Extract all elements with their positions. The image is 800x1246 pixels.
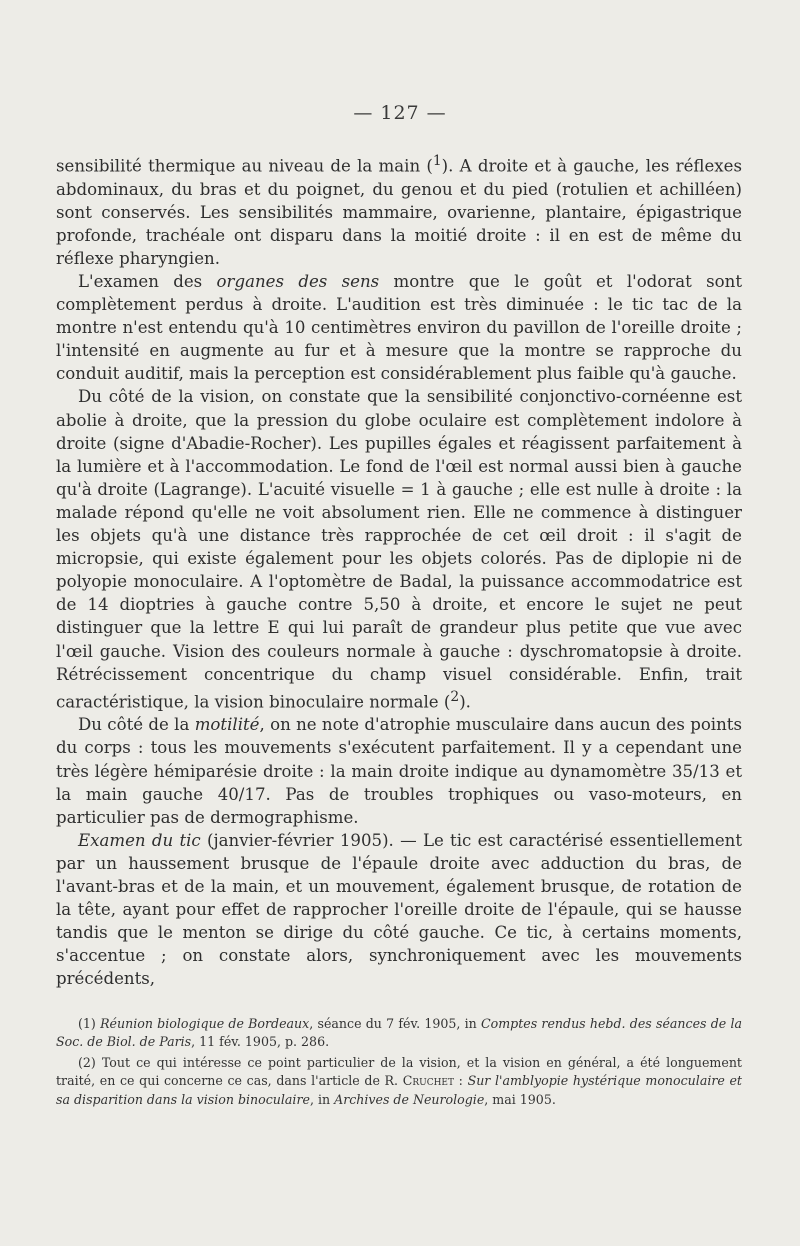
paragraph — [56, 385, 742, 713]
text-run: ). A droite et à gauche, les réflexes abdominaux, du bras et du poignet, du genou et du pied (rotulien et achilléen) sont conservés. Les sensibilités mammaire, ovarienne, plantaire, épigastrique profonde, trachéale ont disparu dans la moitié droite : il en est de même du réflexe pharyngien. — [56, 156, 742, 268]
footnote — [56, 1015, 742, 1052]
text-run: , 11 fév. 1905, p. 286. — [191, 1034, 330, 1050]
text-run: (janvier-février 1905). — Le tic est caractérisé essentiellement par un haussement brusque de l'épaule droite avec adduction du bras, de l'avant-bras et de la main, et un mouvement, également brusque, de rotation de la tête, ayant pour effet de rapprocher l'oreille droite de l'épaule, qui se hausse tandis que le menton se dirige du côté gauche. Ce tic, à certains moments, s'accentue ; on constate alors, synchroniquement avec les mouvements précédents, — [56, 830, 743, 989]
paragraph — [56, 150, 742, 270]
italic-text: Sur l'amblyopie hystérique monoculaire et sa disparition dans la vision binoculaire — [56, 1073, 742, 1107]
text-run: , on ne note d'atrophie musculaire dans aucun des points du corps : tous les mouvements s'exécutent parfaitement. Il y a cependant une très légère hémiparésie droite : la main droite indique au dynamomètre 35/13 et la main gauche 40/17. Pas de troubles trophiques ou vaso-moteurs, en particulier pas de dermographisme. — [56, 715, 742, 827]
paragraph — [56, 713, 742, 828]
paragraph — [56, 829, 742, 991]
text-run: L'examen des — [78, 272, 217, 291]
text-run: ). — [459, 692, 471, 712]
text-run: Du côté de la vision, on constate que la sensibilité conjonctivo-cornéenne est abolie à droite, que la pression du globe oculaire est complètement indolore à droite (signe d'Abadie-Rocher). Les pupilles égales et réagissent parfaitement à la lumière et à l'accommodation. Le fond de l'œil est normal aussi bien à gauche qu'à droite (Lagrange). L'acuité visuelle = 1 à gauche ; elle est nulle à droite : la malade répond qu'elle ne voit absolument rien. Elle ne commence à distinguer les objets qu'à une distance très rapprochée de cet œil droit : il s'agit de micropsie, qui existe également pour les objets colorés. Pas de diplopie ni de polyopie monoculaire. A l'optomètre de Badal, la puissance accommodatrice est de 14 dioptries à gauche contre 5,50 à droite, et encore le sujet ne peut distinguer que la lettre E qui lui paraît de grandeur plus petite que vue avec l'œil gauche. Vision des couleurs normale à gauche : dyschromatopsie à droite. Rétrécissement concentrique du champ visuel considérable. Enfin, trait caractéristique, la vision binoculaire normale ( — [56, 387, 742, 712]
text-run: , in — [309, 1091, 335, 1107]
footnote-marker: 1 — [432, 153, 442, 169]
text-run: montre que le goût et l'odorat sont complètement perdus à droite. L'audition est très diminuée : le tic tac de la montre n'est entendu qu'à 10 centimètres environ du pavillon de l'oreille droite ; l'intensité en augmente au fur et à mesure que la montre se rapproche du conduit auditif, mais la perception est considérablement plus faible qu'à gauche. — [56, 272, 742, 384]
italic-text: Examen du tic — [78, 830, 201, 850]
text-run: (2) Tout ce qui intéresse ce point particulier de la vision, et la vision en général, a été longuement traité, en ce qui concerne ce cas, dans l'article de R. — [56, 1054, 742, 1089]
footnote — [56, 1054, 742, 1109]
page-number: — 127 — — [353, 102, 447, 124]
small-caps-text: Cruchet — [402, 1073, 455, 1089]
italic-text: Archives de Neurologie — [334, 1091, 485, 1107]
main-text — [56, 150, 742, 990]
italic-text: Comptes rendus hebd. des séances de la Soc. de Biol. de Paris — [56, 1016, 743, 1050]
text-run: , mai 1905. — [484, 1091, 556, 1107]
italic-text: motilité — [194, 715, 260, 735]
text-run: sensibilité thermique au niveau de la main ( — [56, 156, 433, 176]
text-run: (1) — [78, 1016, 101, 1031]
italic-text: Réunion biologique de Bordeaux — [100, 1016, 310, 1031]
footnote-marker: 2 — [450, 688, 460, 705]
text-run: : — [454, 1073, 468, 1089]
paragraph — [56, 270, 742, 385]
text-run: , séance du 7 fév. 1905, in — [309, 1016, 481, 1031]
italic-text: organes des sens — [216, 272, 380, 291]
footnotes — [56, 1015, 742, 1111]
text-run: Du côté de la — [78, 715, 195, 735]
